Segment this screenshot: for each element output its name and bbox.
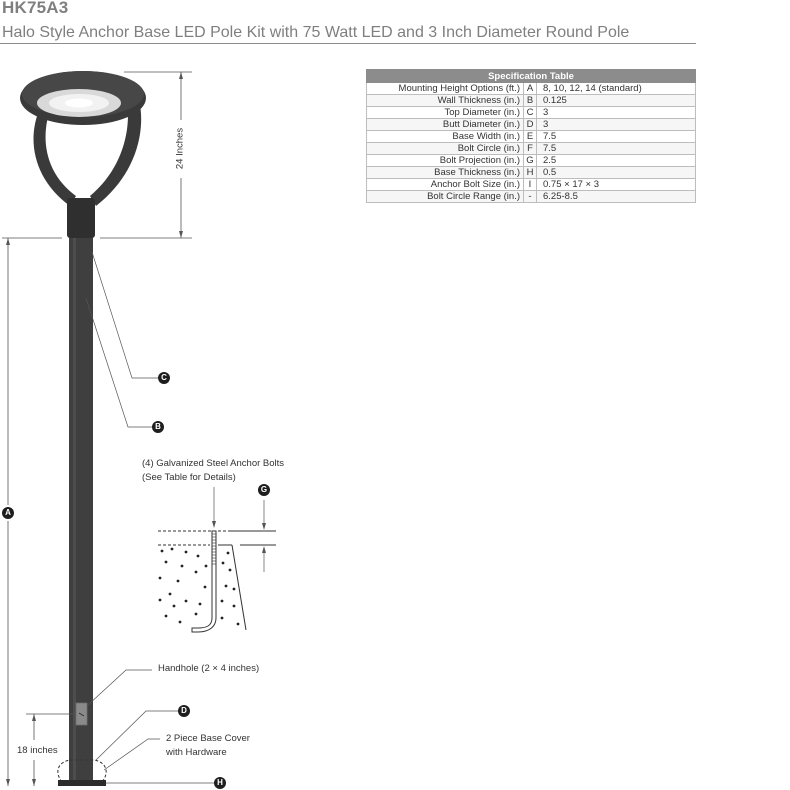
- spec-value: 0.75 × 17 × 3: [537, 179, 696, 191]
- spec-value: 0.5: [537, 167, 696, 179]
- anchor-bolts-label-line2: (See Table for Details): [142, 472, 236, 483]
- spec-table-title: Specification Table: [367, 70, 696, 83]
- spec-label: Butt Diameter (in.): [367, 119, 524, 131]
- fixture-height-label: 24 Inches: [174, 127, 186, 170]
- callout-a: A: [2, 507, 14, 519]
- fixture-collar: [67, 198, 95, 238]
- spec-value: 3: [537, 119, 696, 131]
- callout-c: C: [158, 372, 170, 384]
- base-cover-label-line1: 2 Piece Base Cover: [166, 733, 250, 744]
- spec-key: A: [524, 83, 537, 95]
- product-description: Halo Style Anchor Base LED Pole Kit with 75 Watt LED and 3 Inch Diameter Round Pole: [2, 24, 630, 41]
- spec-label: Bolt Circle Range (in.): [367, 191, 524, 203]
- spec-value: 3: [537, 107, 696, 119]
- foundation-edge: [232, 545, 246, 630]
- leader-c: [92, 252, 158, 378]
- leader-lines: [86, 252, 214, 783]
- handhole-height-label: 18 inches: [17, 745, 58, 756]
- spec-key: H: [524, 167, 537, 179]
- led-lens-core: [65, 99, 93, 108]
- pole-shaft: [69, 238, 93, 782]
- spec-key: F: [524, 143, 537, 155]
- product-code: HK75A3: [2, 0, 69, 17]
- spec-value: 7.5: [537, 143, 696, 155]
- callout-d: D: [178, 705, 190, 717]
- spec-value: 0.125: [537, 95, 696, 107]
- spec-label: Mounting Height Options (ft.): [367, 83, 524, 95]
- led-fixture: [20, 71, 146, 238]
- base-cover-label-line2: with Hardware: [166, 747, 227, 758]
- spec-label: Base Thickness (in.): [367, 167, 524, 179]
- spec-label: Base Width (in.): [367, 131, 524, 143]
- callout-b: B: [152, 421, 164, 433]
- spec-key: E: [524, 131, 537, 143]
- spec-key: -: [524, 191, 537, 203]
- spec-key: B: [524, 95, 537, 107]
- spec-key: D: [524, 119, 537, 131]
- spec-key: C: [524, 107, 537, 119]
- spec-value: 6.25-8.5: [537, 191, 696, 203]
- callout-g: G: [258, 484, 270, 496]
- base-plate: [58, 780, 106, 786]
- handhole-label: Handhole (2 × 4 inches): [158, 663, 260, 674]
- spec-label: Wall Thickness (in.): [367, 95, 524, 107]
- spec-label: Bolt Projection (in.): [367, 155, 524, 167]
- concrete-aggregate: [159, 548, 240, 626]
- leader-handhole: [88, 670, 152, 705]
- leader-b: [86, 298, 152, 427]
- spec-label: Top Diameter (in.): [367, 107, 524, 119]
- spec-key: G: [524, 155, 537, 167]
- anchor-bolts-label-line1: (4) Galvanized Steel Anchor Bolts: [142, 458, 285, 469]
- anchor-bolt-detail: [158, 487, 276, 632]
- pole-highlight: [73, 238, 76, 782]
- callout-h: H: [214, 777, 226, 789]
- spec-label: Anchor Bolt Size (in.): [367, 179, 524, 191]
- spec-label: Bolt Circle (in.): [367, 143, 524, 155]
- spec-key: I: [524, 179, 537, 191]
- spec-value: 2.5: [537, 155, 696, 167]
- spec-value: 8, 10, 12, 14 (standard): [537, 83, 696, 95]
- spec-value: 7.5: [537, 131, 696, 143]
